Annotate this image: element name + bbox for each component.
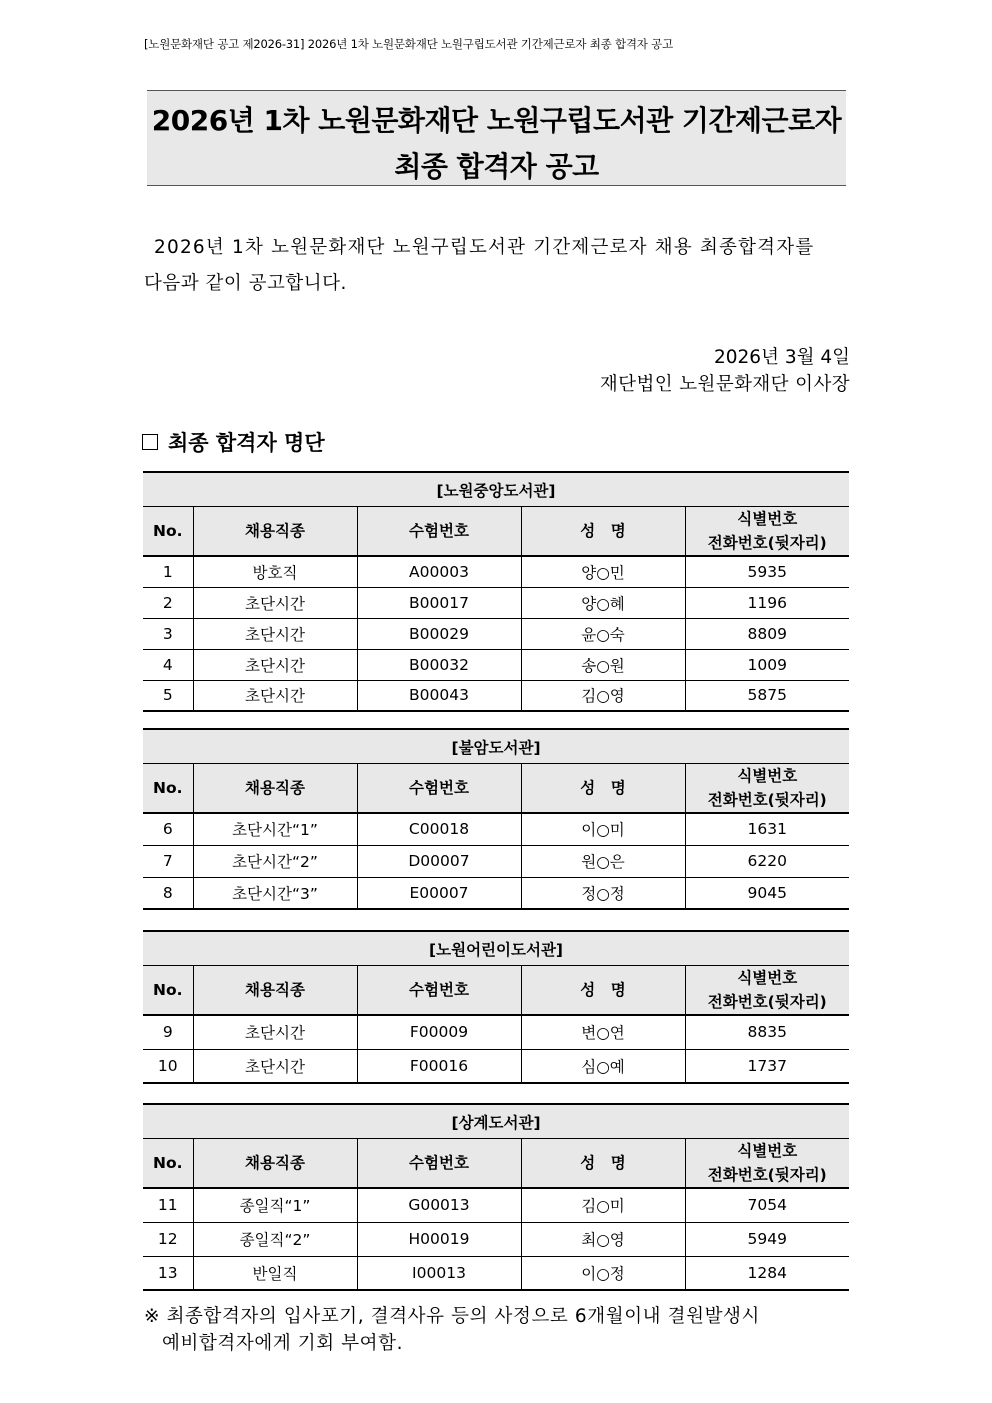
checkbox-icon [142,434,158,450]
col-header-id-line2: 전화번호(뒷자리) [707,534,827,552]
cell-name: 최○영 [521,1222,685,1256]
col-header-job: 채용직종 [193,1139,357,1189]
cell-job: 초단시간 [193,649,357,680]
cell-id: 1737 [685,1049,849,1083]
cell-name: 윤○숙 [521,618,685,649]
intro-paragraph [144,230,850,302]
cell-no: 10 [143,1049,193,1083]
candidate-table [143,471,849,712]
col-header-job: 채용직종 [193,507,357,557]
cell-job: 초단시간“2” [193,845,357,877]
footnote [144,1303,760,1357]
col-header-name: 성 명 [521,507,685,557]
col-header-name: 성 명 [521,1139,685,1189]
col-header-id-line1: 식별번호 [737,767,798,785]
table-row [143,1049,849,1083]
library-name: [노원중앙도서관] [143,472,849,507]
library-name: [불암도서관] [143,729,849,764]
cell-exam: E00007 [357,877,521,909]
cell-job: 방호직 [193,556,357,587]
col-header-id [685,507,849,557]
cell-no: 5 [143,680,193,711]
title-box [147,90,846,186]
cell-job: 초단시간“3” [193,877,357,909]
cell-exam: B00043 [357,680,521,711]
cell-job: 초단시간 [193,1049,357,1083]
cell-exam: C00018 [357,813,521,845]
col-header-no: No. [143,1139,193,1189]
col-header-job: 채용직종 [193,764,357,814]
col-header-job: 채용직종 [193,966,357,1016]
cell-id: 6220 [685,845,849,877]
section-title [142,427,325,457]
candidate-table [143,1103,849,1291]
cell-id: 9045 [685,877,849,909]
cell-exam: F00016 [357,1049,521,1083]
cell-name: 원○은 [521,845,685,877]
cell-id: 1631 [685,813,849,845]
col-header-id [685,1139,849,1189]
col-header-name: 성 명 [521,764,685,814]
col-header-exam: 수험번호 [357,764,521,814]
col-header-id-line2: 전화번호(뒷자리) [707,1166,827,1184]
col-header-id-line1: 식별번호 [737,1142,798,1160]
col-header-id-line2: 전화번호(뒷자리) [707,791,827,809]
cell-no: 11 [143,1188,193,1222]
cell-id: 8809 [685,618,849,649]
cell-exam: G00013 [357,1188,521,1222]
cell-job: 종일직“1” [193,1188,357,1222]
cell-name: 김○미 [521,1188,685,1222]
col-header-id-line2: 전화번호(뒷자리) [707,993,827,1011]
table-row [143,680,849,711]
cell-no: 7 [143,845,193,877]
notice-date: 2026년 3월 4일 [714,347,850,368]
cell-id: 5935 [685,556,849,587]
table-row [143,649,849,680]
cell-id: 7054 [685,1188,849,1222]
col-header-id-line1: 식별번호 [737,510,798,528]
section-title-text: 최종 합격자 명단 [168,431,325,455]
col-header-no: No. [143,966,193,1016]
cell-id: 1009 [685,649,849,680]
cell-no: 13 [143,1256,193,1290]
col-header-exam: 수험번호 [357,1139,521,1189]
cell-job: 초단시간“1” [193,813,357,845]
table-row [143,1015,849,1049]
cell-exam: F00009 [357,1015,521,1049]
col-header-no: No. [143,764,193,814]
cell-id: 1196 [685,587,849,618]
table-row [143,1188,849,1222]
cell-id: 8835 [685,1015,849,1049]
intro-line-1: 2026년 1차 노원문화재단 노원구립도서관 기간제근로자 채용 최종합격자를 [154,237,815,258]
cell-job: 초단시간 [193,587,357,618]
candidate-table [143,930,849,1084]
col-header-id [685,966,849,1016]
table-row [143,618,849,649]
intro-line-2: 다음과 같이 공고합니다. [144,273,347,294]
cell-id: 1284 [685,1256,849,1290]
col-header-no: No. [143,507,193,557]
cell-name: 변○연 [521,1015,685,1049]
cell-exam: D00007 [357,845,521,877]
cell-name: 정○정 [521,877,685,909]
library-name: [상계도서관] [143,1104,849,1139]
table-row [143,845,849,877]
cell-exam: B00017 [357,587,521,618]
candidate-table [143,728,849,910]
table-row [143,1222,849,1256]
cell-id: 5875 [685,680,849,711]
cell-exam: B00032 [357,649,521,680]
col-header-exam: 수험번호 [357,966,521,1016]
cell-no: 1 [143,556,193,587]
cell-job: 종일직“2” [193,1222,357,1256]
cell-exam: A00003 [357,556,521,587]
col-header-id [685,764,849,814]
table-row [143,587,849,618]
col-header-exam: 수험번호 [357,507,521,557]
cell-job: 초단시간 [193,680,357,711]
document-header: [노원문화재단 공고 제2026-31] 2026년 1차 노원문화재단 노원구립도서관 기간제근로자 최종 합격자 공고 [144,37,673,51]
table-row [143,813,849,845]
cell-no: 9 [143,1015,193,1049]
cell-name: 이○미 [521,813,685,845]
cell-id: 5949 [685,1222,849,1256]
cell-name: 양○민 [521,556,685,587]
cell-job: 반일직 [193,1256,357,1290]
title-line-2: 최종 합격자 공고 [394,150,599,183]
cell-no: 2 [143,587,193,618]
table-row [143,877,849,909]
cell-name: 김○영 [521,680,685,711]
cell-no: 12 [143,1222,193,1256]
cell-name: 양○혜 [521,587,685,618]
cell-exam: H00019 [357,1222,521,1256]
cell-job: 초단시간 [193,1015,357,1049]
col-header-name: 성 명 [521,966,685,1016]
cell-name: 이○정 [521,1256,685,1290]
table-row [143,1256,849,1290]
table-row [143,556,849,587]
footnote-line-2: 예비합격자에게 기회 부여함. [162,1333,404,1354]
library-name: [노원어린이도서관] [143,931,849,966]
cell-job: 초단시간 [193,618,357,649]
cell-no: 4 [143,649,193,680]
footnote-line-1: ※ 최종합격자의 입사포기, 결격사유 등의 사정으로 6개월이내 결원발생시 [144,1306,760,1327]
cell-name: 송○원 [521,649,685,680]
cell-no: 8 [143,877,193,909]
issuer: 재단법인 노원문화재단 이사장 [599,374,850,395]
title-line-1: 2026년 1차 노원문화재단 노원구립도서관 기간제근로자 [151,104,842,137]
cell-name: 심○예 [521,1049,685,1083]
col-header-id-line1: 식별번호 [737,969,798,987]
cell-no: 6 [143,813,193,845]
cell-no: 3 [143,618,193,649]
cell-exam: B00029 [357,618,521,649]
cell-exam: I00013 [357,1256,521,1290]
